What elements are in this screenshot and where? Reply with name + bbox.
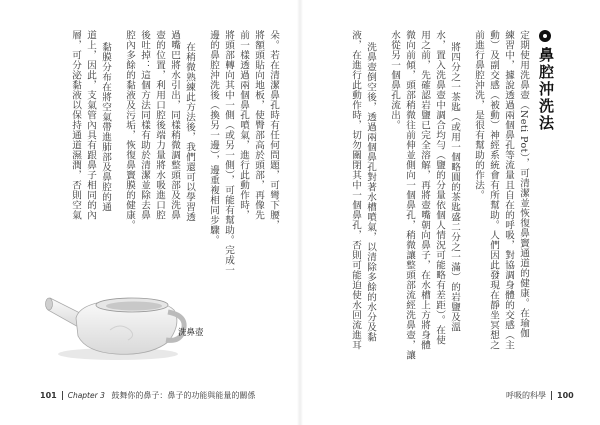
left-page-number: 101 (40, 391, 57, 400)
neti-pot-image (40, 270, 190, 365)
right-page-number: 100 (557, 391, 574, 400)
right-text-column: 液，在進行此動作時，切勿關閉其中一個鼻孔，否則可能迫使水回流進耳 (350, 30, 361, 350)
right-text-column: 水，置入洗鼻壺中調合均勻（鹽的分量依個人情況可能略有差距）。在使 (434, 30, 445, 346)
left-footer (40, 390, 255, 401)
chapter-label: Chapter 3 (67, 391, 105, 400)
right-text-column: 微向前傾，頭部稍微往前伸並側向一個鼻孔，稍微讓整頭部流經洗鼻壺，讓 (404, 30, 415, 360)
left-text-column: 將額頭貼向地板，使臀部高於頭部，再像先 (253, 30, 264, 220)
left-text-column: 黏膜分布在將空氣帶進肺部及鼻腔的通 (100, 42, 111, 212)
footer-divider (551, 391, 552, 400)
chapter-title: 鼓舞你的鼻子：鼻子的功能與能量的關係 (111, 391, 256, 400)
left-text-column: 過嘴巴將水引出，同樣稍微調整頭部及洗鼻 (169, 30, 180, 220)
heading-bullet-icon (539, 30, 551, 42)
left-text-column: 壺的位置，利用口腔後端力量將水吸進口腔 (154, 30, 165, 220)
left-text-column: 層，可分泌黏液以保持通道濕潤，否則空氣 (70, 30, 81, 220)
running-section-title: 呼吸的科學 (506, 391, 546, 400)
right-text-column: 定期使用洗鼻壺（Neti Pot），可清潔並恢復鼻竇通道的健康。在瑜伽 (518, 30, 529, 339)
left-text-column: 邊的鼻腔沖洗後（換另一邊），邊重複相同步驟。 (208, 30, 219, 246)
left-text-column: 在稍微熟練此方法後，我們還可以學習透 (184, 42, 195, 222)
left-text-column: 前一樣透過兩個鼻孔噴氣，進行此動作時， (238, 30, 249, 220)
right-text-column: 動）及副交感（被動）神經系統會有所幫助。人們因此發現在靜坐冥想之 (488, 30, 499, 350)
right-text-column: 洗鼻壺倒空後，透過兩個鼻孔對著水槽噴氣，以清除多餘的水分及黏 (365, 42, 376, 342)
section-heading: 鼻腔沖洗法 (537, 47, 555, 132)
left-text-column: 朵。若在清潔鼻孔時有任何問題，可彎下腰， (268, 30, 279, 230)
right-text-column: 用之前，先確認岩鹽已完全溶解，再將壺嘴朝向鼻子，在水槽上方將身體 (419, 30, 430, 350)
right-text-column: 前進行鼻腔沖洗，是很有幫助的作法。 (473, 30, 484, 200)
right-text-column: 水從另一個鼻孔流出。 (389, 30, 400, 130)
left-text-column: 道上，因此，支氣管內具有跟鼻子相同的內 (85, 30, 96, 220)
right-text-column: 將四分之一茶匙（或用一個略圓的茶匙盛二分之一滿）的岩鹽及溫 (449, 42, 460, 332)
left-text-column: 腔內多餘的黏液及污垢，恢復鼻竇膜的健康。 (124, 30, 135, 230)
page-gutter (297, 0, 303, 425)
image-caption: 洗鼻壺 (178, 328, 204, 338)
right-text-column: 練習中，據說透過兩個鼻孔等流量且自在的呼吸，對協調身體的交感（主 (503, 30, 514, 350)
footer-divider (62, 391, 63, 400)
right-footer (506, 390, 574, 401)
left-text-column: 將頭部轉向其中一側（或另一側），可能有幫助。完成一 (223, 30, 234, 276)
left-text-column: 後吐掉：這個方法同樣有助於清潔並除去鼻 (139, 30, 150, 220)
